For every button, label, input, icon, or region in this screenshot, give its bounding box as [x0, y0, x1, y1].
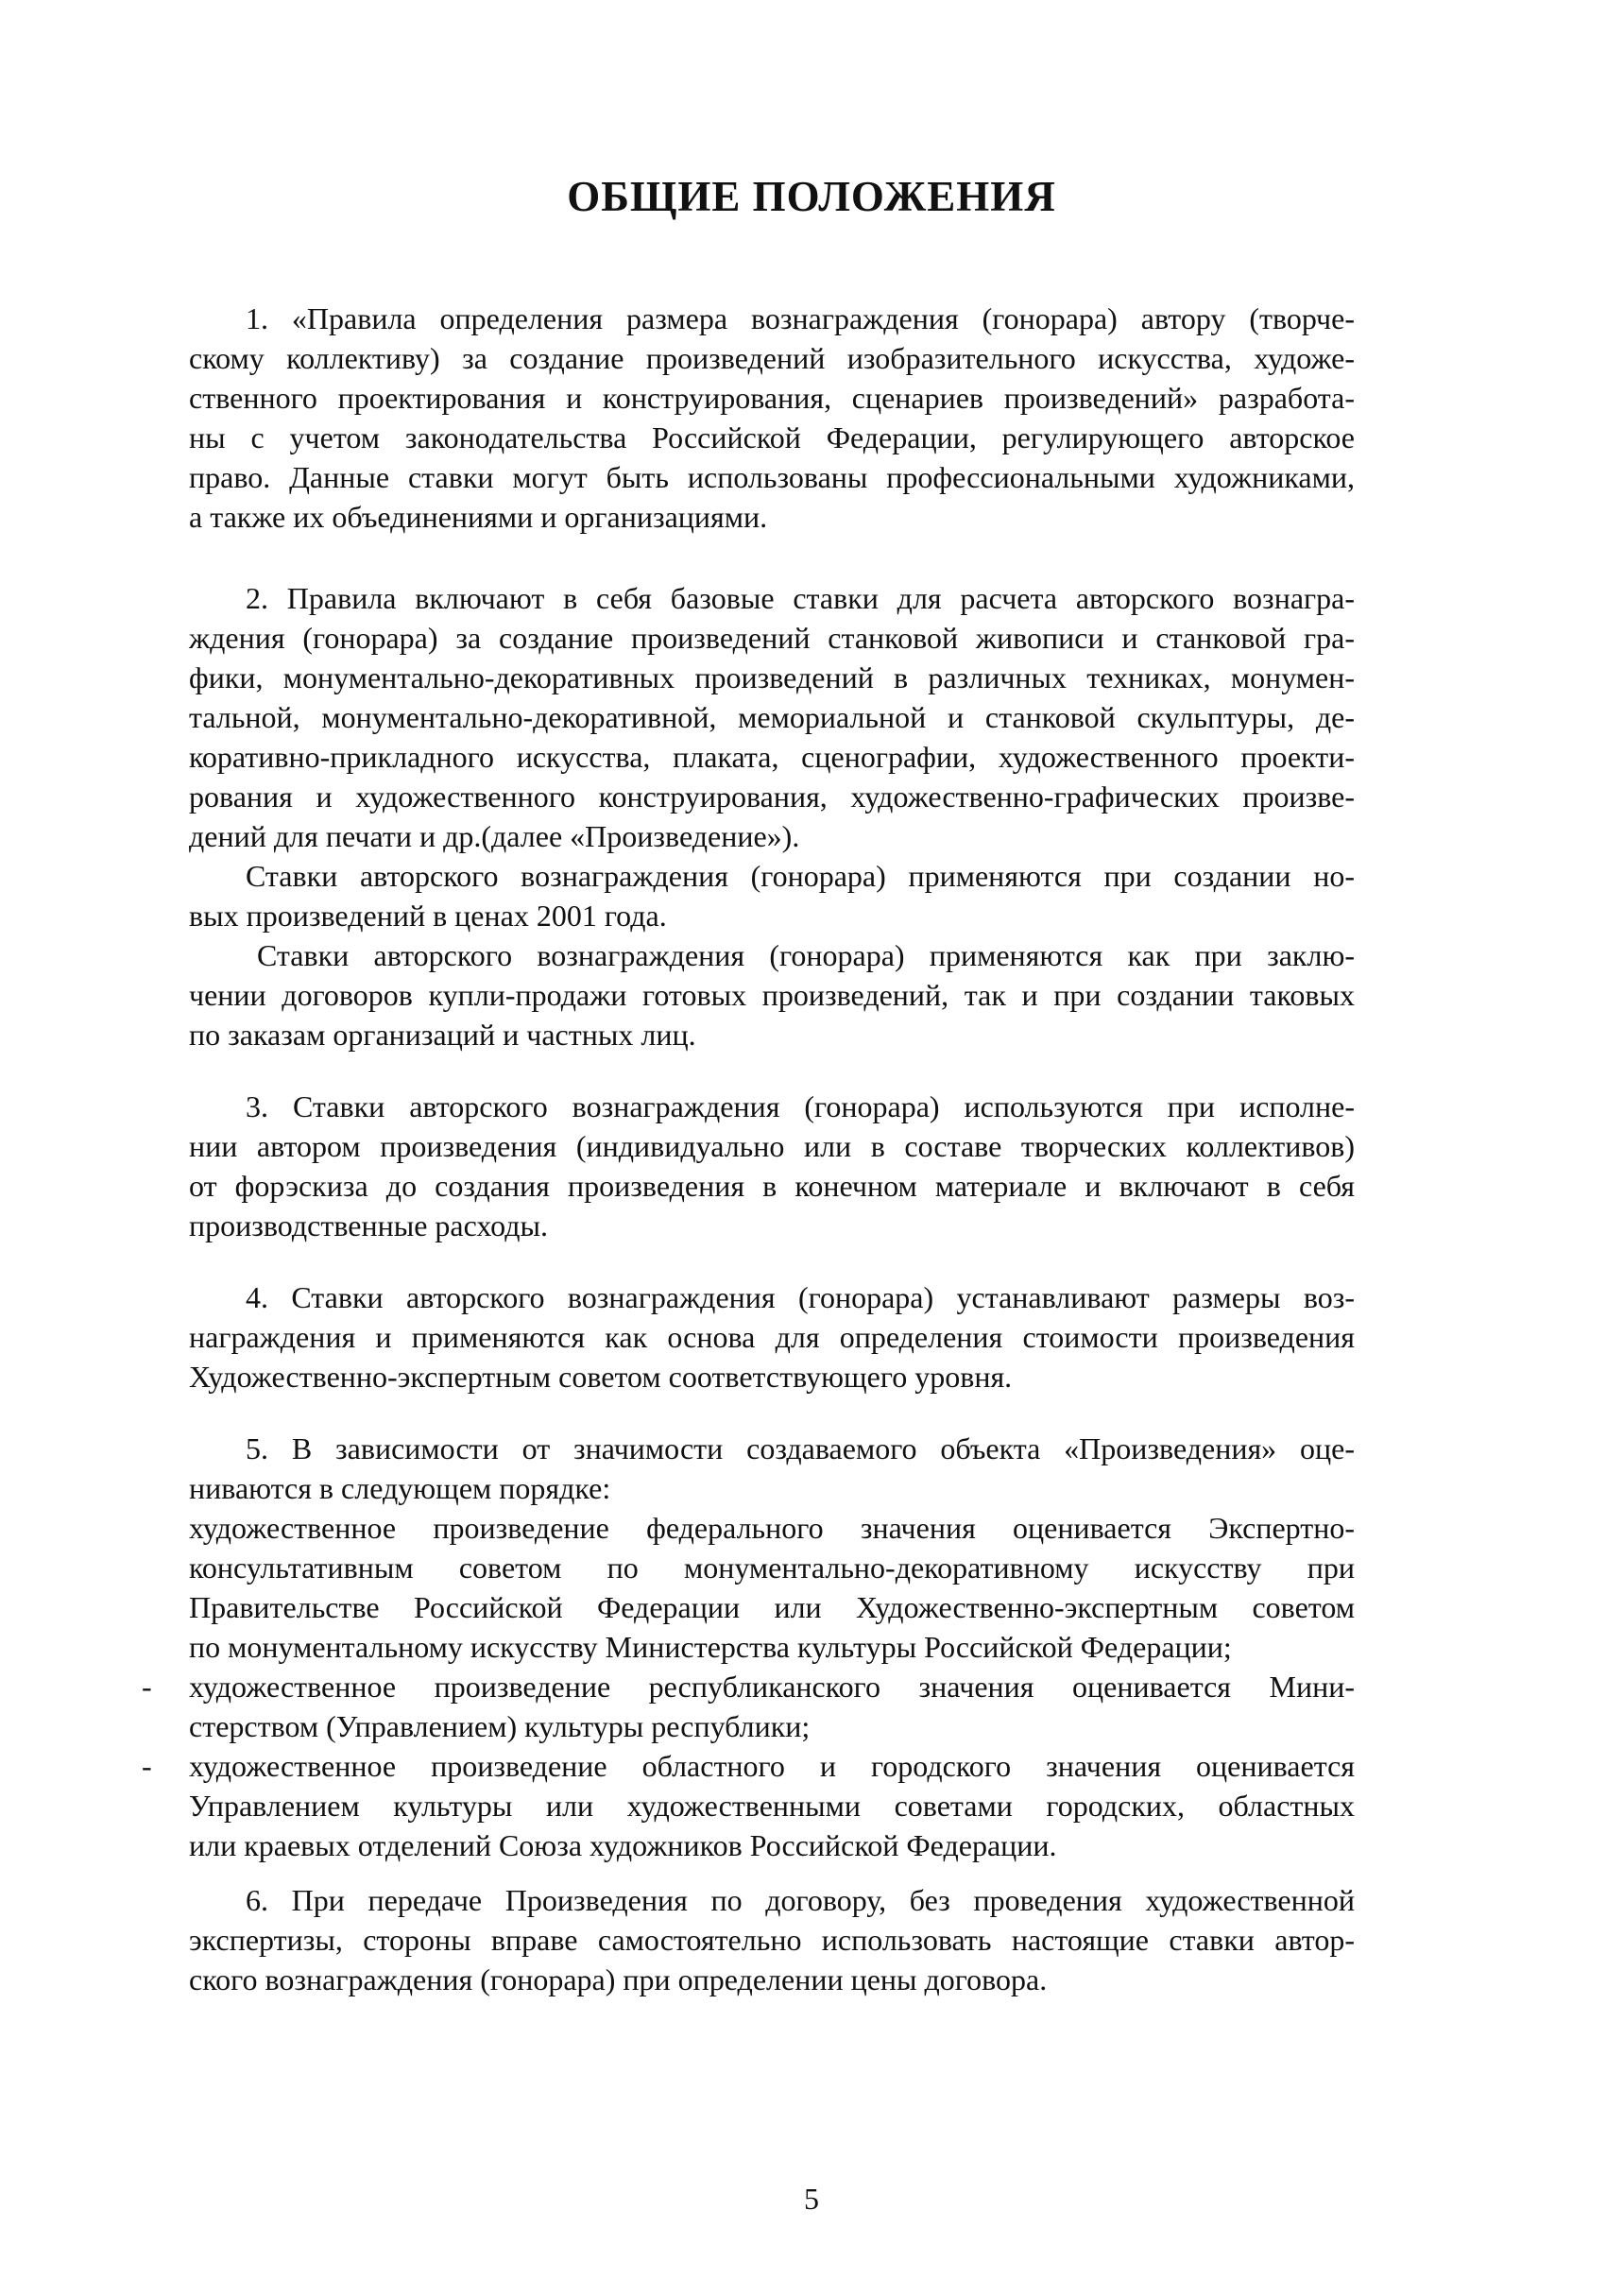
list-item-line: или краевых отделений Союза художников Российской Федерации.	[189, 1828, 1057, 1862]
list-item-line: Правительстве Российской Федерации или Художественно-экспертным советом	[189, 1590, 1355, 1624]
paragraph-line: 6. При передаче Произведения по договору, без проведения художественной	[246, 1883, 1355, 1917]
page-title: ОБЩИЕ ПОЛОЖЕНИЯ	[567, 173, 1056, 220]
list-item-line: по монументальному искусству Министерства культуры Российской Федерации;	[189, 1630, 1232, 1664]
page-number: 5	[804, 2182, 819, 2216]
paragraph-line: тальной, монументально-декоративной, мемориальной и станковой скульптуры, де-	[189, 700, 1355, 734]
list-dash: -	[142, 1670, 152, 1704]
paragraph-line: Художественно-экспертным советом соответствующего уровня.	[189, 1360, 1013, 1394]
paragraph-4	[189, 1277, 1355, 1396]
list-dash: -	[142, 1749, 152, 1783]
list-item-line: стерством (Управлением) культуры республики;	[189, 1709, 811, 1743]
paragraph-line: от форэскиза до создания произведения в конечном материале и включают в себя	[189, 1169, 1355, 1203]
paragraph-line: фики, монументально-декоративных произведений в различных техниках, монумен-	[189, 660, 1355, 694]
paragraph-line: ждения (гонорара) за создание произведений станковой живописи и станковой гра-	[189, 621, 1355, 655]
paragraph-line: а также их объединениями и организациями.	[189, 500, 768, 534]
list-item	[142, 1667, 1355, 1746]
paragraph-line: Ставки авторского вознаграждения (гонорара) применяются при создании но-	[246, 859, 1355, 893]
list-item-line: художественное произведение республиканского значения оценивается Мини-	[189, 1670, 1355, 1704]
paragraph-line: коративно-прикладного искусства, плаката, сценографии, художественного проекти-	[189, 740, 1355, 774]
paragraph-line: ны с учетом законодательства Российской Федерации, регулирующего авторское	[189, 420, 1355, 454]
list-item-line: консультативным советом по монументально-декоративному искусству при	[189, 1551, 1355, 1585]
paragraph-line: право. Данные ставки могут быть использованы профессиональными художниками,	[189, 460, 1355, 494]
paragraph-1	[189, 299, 1355, 537]
paragraph-line: ственного проектирования и конструирования, сценариев произведений» разработа-	[189, 381, 1355, 415]
paragraph-line: скому коллективу) за создание произведений изобразительного искусства, художе-	[189, 341, 1355, 375]
paragraph-line: 3. Ставки авторского вознаграждения (гонорара) используются при исполне-	[246, 1089, 1355, 1123]
paragraph-line: 1. «Правила определения размера вознаграждения (гонорара) автору (творче-	[246, 301, 1355, 335]
paragraph-2c	[189, 935, 1355, 1054]
list-item-line: художественное произведение федерального значения оценивается Экспертно-	[189, 1511, 1355, 1545]
paragraph-line: чении договоров купли-продажи готовых произведений, так и при создании таковых	[189, 978, 1355, 1012]
evaluation-list	[142, 1508, 1355, 1865]
paragraph-line: ского вознаграждения (гонорара) при определении цены договора.	[189, 1962, 1048, 1996]
paragraph-line: дений для печати и др.(далее «Произведение»).	[189, 819, 800, 853]
paragraph-3	[189, 1087, 1355, 1245]
paragraph-line: Ставки авторского вознаграждения (гонорара) применяются как при заклю-	[257, 938, 1355, 972]
paragraph-line: 2. Правила включают в себя базовые ставки для расчета авторского вознагра-	[246, 581, 1355, 615]
list-item-line: Управлением культуры или художественными советами городских, областных	[189, 1789, 1355, 1823]
paragraph-line: по заказам организаций и частных лиц.	[189, 1018, 696, 1052]
paragraph-6	[189, 1880, 1355, 1999]
paragraph-line: нии автором произведения (индивидуально или в составе творческих коллективов)	[189, 1129, 1355, 1163]
paragraph-line: производственные расходы.	[189, 1208, 549, 1242]
list-item	[142, 1508, 1355, 1667]
paragraph-line: вых произведений в ценах 2001 года.	[189, 899, 667, 933]
paragraph-line: 4. Ставки авторского вознаграждения (гонорара) устанавливают размеры воз-	[246, 1280, 1355, 1314]
paragraph-2b	[189, 856, 1355, 935]
list-item-line: художественное произведение областного и городского значения оценивается	[189, 1749, 1355, 1783]
paragraph-line: 5. В зависимости от значимости создаваемого объекта «Произведения» оце-	[246, 1431, 1355, 1465]
list-item	[142, 1746, 1355, 1865]
paragraph-line: рования и художественного конструирования, художественно-графических произве-	[189, 780, 1355, 814]
paragraph-2	[189, 578, 1355, 856]
paragraph-line: ниваются в следующем порядке:	[189, 1471, 611, 1505]
paragraph-5	[189, 1429, 1355, 1508]
paragraph-line: награждения и применяются как основа для определения стоимости произведения	[189, 1320, 1355, 1354]
paragraph-line: экспертизы, стороны вправе самостоятельно использовать настоящие ставки автор-	[189, 1923, 1355, 1957]
